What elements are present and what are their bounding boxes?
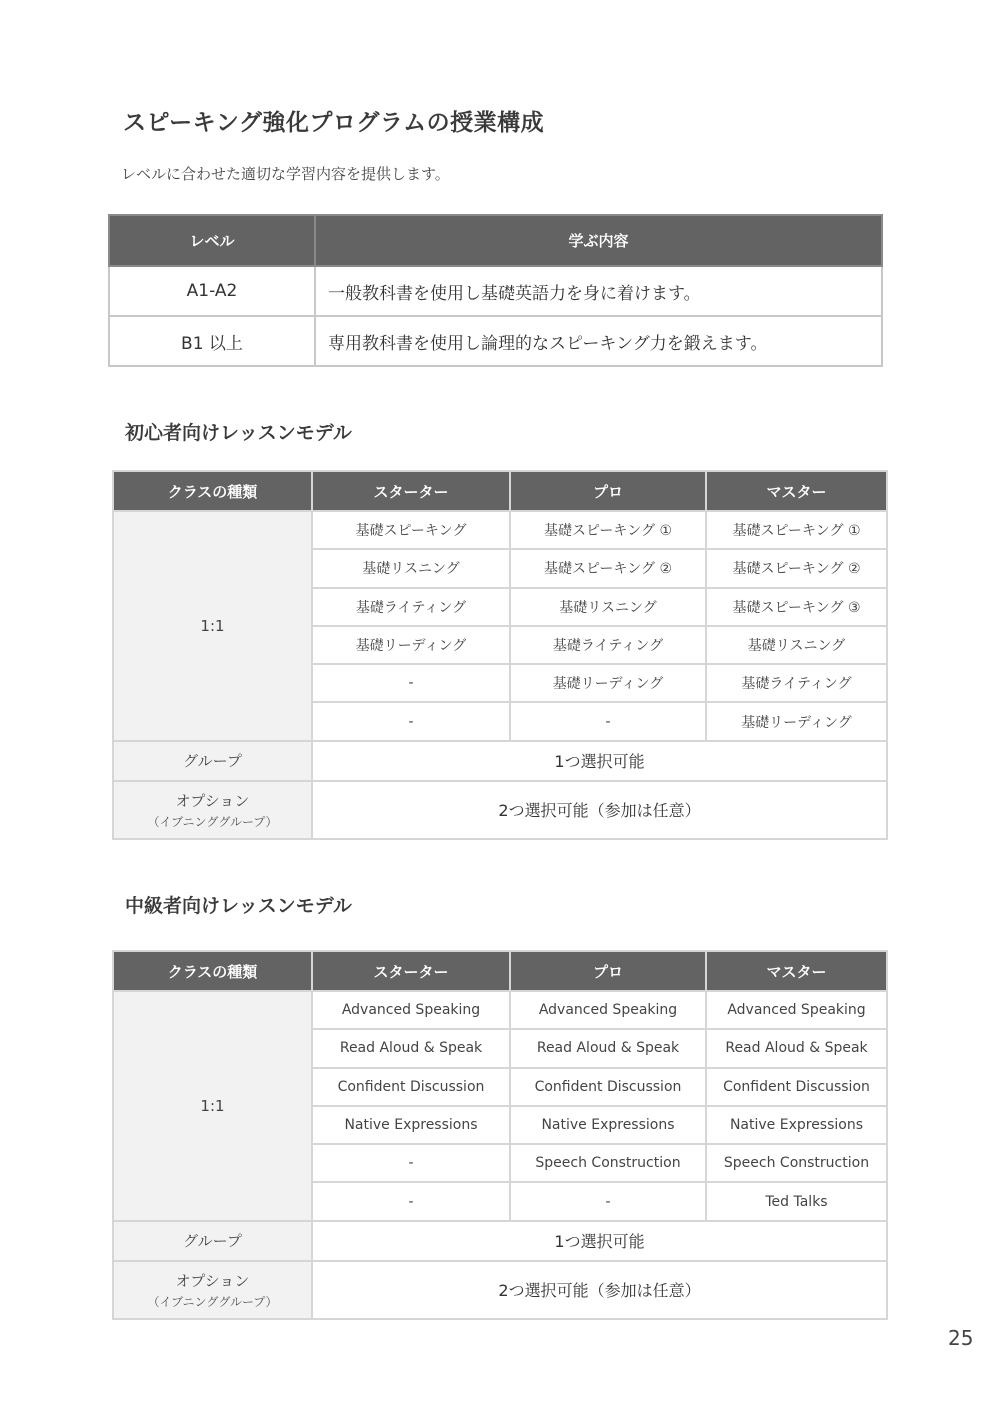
option-value: 2つ選択可能（参加は任意） bbox=[312, 1261, 887, 1319]
table-row bbox=[113, 991, 887, 1029]
table-cell: 基礎ライティング bbox=[706, 664, 887, 702]
table-cell: 基礎リーディング bbox=[510, 664, 706, 702]
table-row bbox=[109, 316, 882, 366]
class-type-header: クラスの種類 bbox=[113, 471, 312, 511]
table-cell: - bbox=[312, 1182, 510, 1220]
content-cell: 一般教科書を使用し基礎英語力を身に着けます。 bbox=[315, 266, 882, 316]
group-row bbox=[113, 1221, 887, 1261]
option-label: オプション bbox=[175, 791, 250, 810]
intermediate-lesson-table bbox=[112, 950, 888, 1320]
table-cell: Read Aloud & Speak bbox=[510, 1029, 706, 1067]
table-cell: - bbox=[510, 1182, 706, 1220]
pro-header: プロ bbox=[510, 951, 706, 991]
group-label: グループ bbox=[113, 1221, 312, 1261]
table-cell: 基礎スピーキング ① bbox=[706, 511, 887, 549]
option-label-cell bbox=[113, 781, 312, 839]
group-value: 1つ選択可能 bbox=[312, 1221, 887, 1261]
option-label: オプション bbox=[175, 1271, 250, 1290]
table-cell: 基礎リスニング bbox=[706, 626, 887, 664]
table-cell: Advanced Speaking bbox=[312, 991, 510, 1029]
page-title: スピーキング強化プログラムの授業構成 bbox=[123, 110, 545, 136]
table-cell: Advanced Speaking bbox=[510, 991, 706, 1029]
table-cell: Speech Construction bbox=[706, 1144, 887, 1182]
table-cell: Read Aloud & Speak bbox=[706, 1029, 887, 1067]
table-cell: 基礎スピーキング ③ bbox=[706, 588, 887, 626]
table-cell: - bbox=[312, 664, 510, 702]
lesson-table-header bbox=[113, 471, 887, 511]
table-cell: Advanced Speaking bbox=[706, 991, 887, 1029]
master-header: マスター bbox=[706, 471, 887, 511]
table-cell: Confident Discussion bbox=[312, 1068, 510, 1106]
level-table bbox=[108, 214, 883, 367]
content-header: 学ぶ内容 bbox=[315, 215, 882, 266]
option-value: 2つ選択可能（参加は任意） bbox=[312, 781, 887, 839]
table-cell: - bbox=[510, 702, 706, 740]
table-cell: Speech Construction bbox=[510, 1144, 706, 1182]
beginner-lesson-table bbox=[112, 470, 888, 840]
intro-text: レベルに合わせた適切な学習内容を提供します。 bbox=[121, 165, 450, 183]
table-cell: 基礎スピーキング bbox=[312, 511, 510, 549]
table-cell: 基礎ライティング bbox=[312, 588, 510, 626]
class-type-header: クラスの種類 bbox=[113, 951, 312, 991]
table-cell: Ted Talks bbox=[706, 1182, 887, 1220]
option-label-cell bbox=[113, 1261, 312, 1319]
level-cell: B1 以上 bbox=[109, 316, 315, 366]
master-header: マスター bbox=[706, 951, 887, 991]
level-header: レベル bbox=[109, 215, 315, 266]
table-cell: Native Expressions bbox=[706, 1106, 887, 1144]
table-cell: Native Expressions bbox=[312, 1106, 510, 1144]
table-cell: 基礎スピーキング ② bbox=[510, 549, 706, 587]
one-on-one-label: 1:1 bbox=[113, 991, 312, 1221]
table-cell: 基礎リスニング bbox=[312, 549, 510, 587]
table-cell: - bbox=[312, 1144, 510, 1182]
group-label: グループ bbox=[113, 741, 312, 781]
starter-header: スターター bbox=[312, 951, 510, 991]
table-row bbox=[109, 266, 882, 316]
option-row bbox=[113, 1261, 887, 1319]
group-row bbox=[113, 741, 887, 781]
page-number: 25 bbox=[948, 1326, 974, 1350]
table-cell: Confident Discussion bbox=[510, 1068, 706, 1106]
table-cell: Confident Discussion bbox=[706, 1068, 887, 1106]
table-cell: 基礎リーディング bbox=[706, 702, 887, 740]
starter-header: スターター bbox=[312, 471, 510, 511]
pro-header: プロ bbox=[510, 471, 706, 511]
group-value: 1つ選択可能 bbox=[312, 741, 887, 781]
table-cell: Read Aloud & Speak bbox=[312, 1029, 510, 1067]
option-sub-label: （イブニンググループ） bbox=[147, 814, 278, 829]
table-cell: 基礎リーディング bbox=[312, 626, 510, 664]
beginner-section-title: 初心者向けレッスンモデル bbox=[125, 422, 352, 444]
level-cell: A1-A2 bbox=[109, 266, 315, 316]
option-row bbox=[113, 781, 887, 839]
intermediate-section-title: 中級者向けレッスンモデル bbox=[125, 895, 352, 917]
lesson-table-header bbox=[113, 951, 887, 991]
table-cell: 基礎ライティング bbox=[510, 626, 706, 664]
table-cell: 基礎リスニング bbox=[510, 588, 706, 626]
table-row bbox=[113, 511, 887, 549]
table-cell: 基礎スピーキング ② bbox=[706, 549, 887, 587]
table-cell: - bbox=[312, 702, 510, 740]
table-cell: 基礎スピーキング ① bbox=[510, 511, 706, 549]
option-sub-label: （イブニンググループ） bbox=[147, 1294, 278, 1309]
level-table-header bbox=[109, 215, 882, 266]
one-on-one-label: 1:1 bbox=[113, 511, 312, 741]
content-cell: 専用教科書を使用し論理的なスピーキング力を鍛えます。 bbox=[315, 316, 882, 366]
table-cell: Native Expressions bbox=[510, 1106, 706, 1144]
